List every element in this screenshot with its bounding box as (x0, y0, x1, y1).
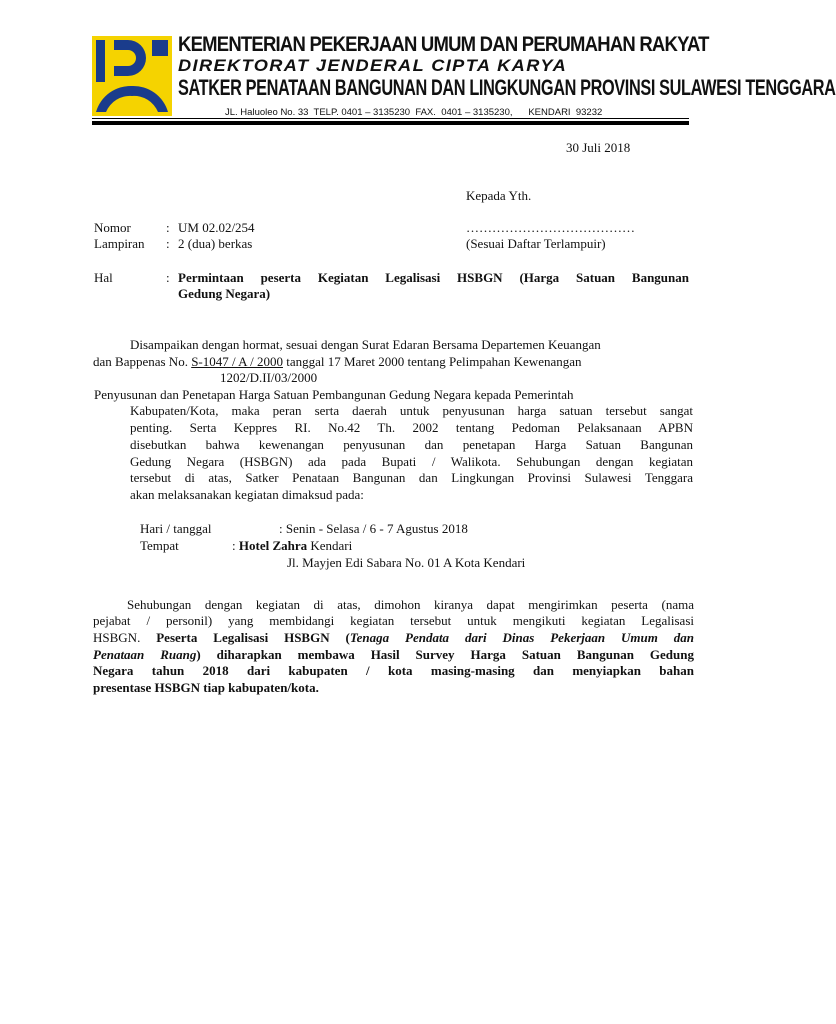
body-p2-line6: tersebut di atas, Satker Penataan Bangunan dan Lingkungan Provinsi Sulawesi Tenggara (130, 470, 693, 485)
body-p2-line2: Kabupaten/Kota, maka peran serta daerah untuk penyusunan harga satuan tersebut sangat (130, 403, 693, 418)
closing-line6: presentase HSBGN tiap kabupaten/kota. (93, 680, 319, 695)
schedule-day-label: Hari / tanggal (140, 521, 212, 536)
body-p1-line2: dan Bappenas No. S-1047 / A / 2000 tanggal 17 Maret 2000 tentang Pelimpahan Kewenangan (93, 354, 582, 369)
letterhead-divider-thick (92, 121, 689, 125)
closing-line2: pejabat / personil) yang membidangi kegiatan tersebut untuk mengikuti kegiatan Legalisasi (93, 613, 694, 628)
hal-subject-line1: Permintaan peserta Kegiatan Legalisasi HSBGN (Harga Satuan Bangunan (178, 270, 689, 285)
nomor-colon: : (166, 220, 170, 235)
nomor-value: UM 02.02/254 (178, 220, 255, 235)
body-p2-line1: Penyusunan dan Penetapan Harga Satuan Pembangunan Gedung Negara kepada Pemerintah (94, 387, 574, 402)
body-p2-line5: Gedung Negara (HSBGN) ada pada Bupati / Walikota. Sehubungan dengan kegiatan (130, 454, 693, 469)
pu-logo (92, 36, 172, 116)
schedule-place-value: : Hotel Zahra Kendari (232, 538, 353, 553)
directorate-name: DIREKTORAT JENDERAL CIPTA KARYA (178, 56, 568, 75)
hal-colon: : (166, 270, 170, 285)
closing-line5: Negara tahun 2018 dari kabupaten / kota masing-masing dan menyiapkan bahan (93, 663, 694, 678)
hal-subject-line2: Gedung Negara) (178, 286, 271, 301)
body-p1-line3: 1202/D.II/03/2000 (220, 370, 318, 385)
lampiran-label: Lampiran (94, 236, 145, 251)
lampiran-colon: : (166, 236, 170, 251)
letter-date: 30 Juli 2018 (566, 140, 631, 155)
logo-left-bar (96, 40, 105, 82)
satker-name: SATKER PENATAAN BANGUNAN DAN LINGKUNGAN PROVINSI SULAWESI TENGGARA (178, 75, 836, 100)
closing-line3: HSBGN. Peserta Legalisasi HSBGN (Tenaga Pendata dari Dinas Pekerjaan Umum dan (93, 630, 694, 645)
schedule-day-value: : Senin - Selasa / 6 - 7 Agustus 2018 (279, 521, 468, 536)
circular-reference: S-1047 / A / 2000 (191, 354, 283, 369)
schedule-place-label: Tempat (140, 538, 179, 553)
body-p1-line1: Disampaikan dengan hormat, sesuai dengan Surat Edaran Bersama Departemen Keuangan (130, 337, 601, 352)
hotel-name: Hotel Zahra (238, 538, 308, 553)
office-address: JL. Haluoleo No. 33 TELP. 0401 – 3135230 FAX. 0401 – 3135230, KENDARI 93232 (225, 107, 603, 118)
body-p2-line4: disebutkan bahwa kewenangan penyusunan dan penetapan Harga Satuan Bangunan (130, 437, 693, 452)
body-p2-line7: akan melaksanakan kegiatan dimaksud pada: (130, 487, 364, 502)
schedule-place-address: Jl. Mayjen Edi Sabara No. 01 A Kota Kendari (287, 555, 526, 570)
closing-line1: Sehubungan dengan kegiatan di atas, dimohon kiranya dapat mengirimkan peserta (nama (127, 597, 694, 612)
hal-label: Hal (94, 270, 113, 285)
ministry-name: KEMENTERIAN PEKERJAAN UMUM DAN PERUMAHAN RAKYAT (178, 32, 709, 56)
logo-square (152, 40, 168, 56)
body-p2-line3: penting. Serta Keppres RI. No.42 Th. 2002 tentang Pedoman Pelaksanaan APBN (130, 420, 693, 435)
recipient-blank: ………………………………… (466, 220, 635, 235)
nomor-label: Nomor (94, 220, 131, 235)
recipient-greeting: Kepada Yth. (466, 188, 532, 203)
closing-line4: Penataan Ruang) diharapkan membawa Hasil Survey Harga Satuan Bangunan Gedung (93, 647, 694, 662)
recipient-note: (Sesuai Daftar Terlampuir) (466, 236, 606, 251)
lampiran-value: 2 (dua) berkas (178, 236, 253, 251)
letterhead-divider-thin (92, 118, 689, 119)
